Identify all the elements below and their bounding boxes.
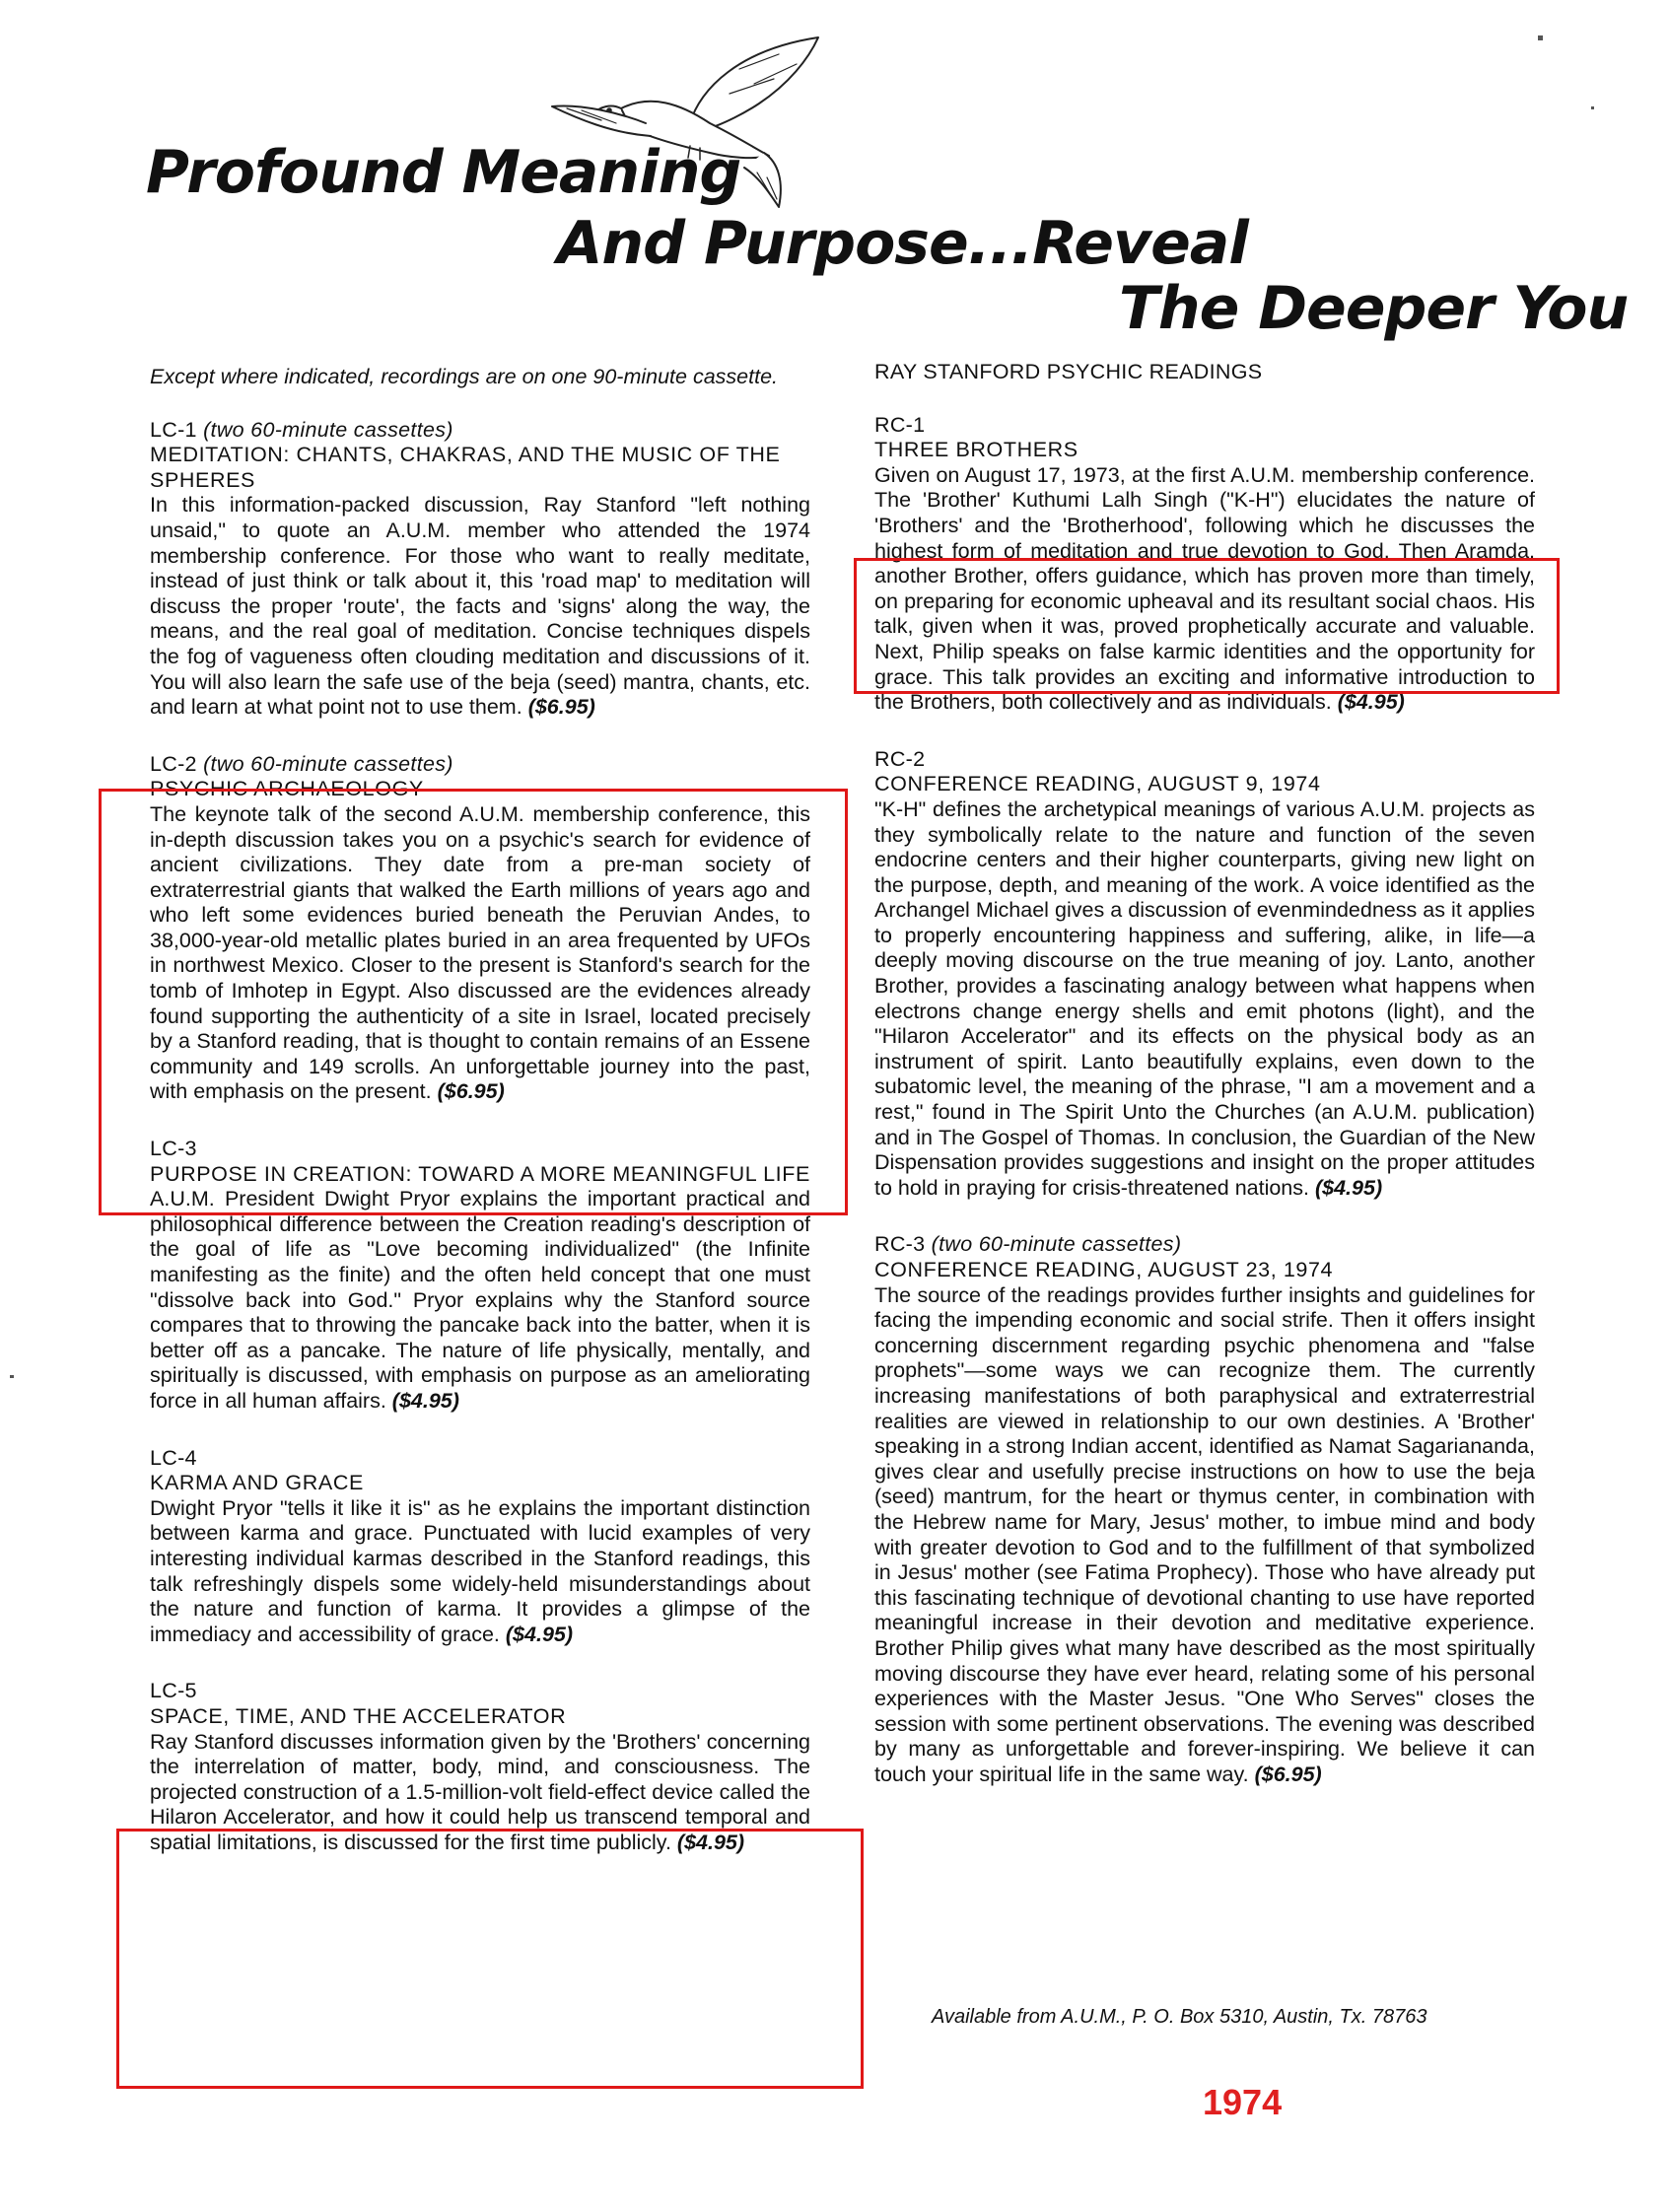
year-annotation: 1974	[1203, 2082, 1283, 2122]
scan-speck	[1538, 35, 1543, 40]
entry-description-block	[150, 493, 810, 720]
entry-price: ($6.95)	[527, 695, 595, 720]
entry-price: ($4.95)	[391, 1388, 459, 1413]
title-line-3: The Deeper You	[1119, 274, 1629, 343]
entry-code-line	[150, 1446, 810, 1472]
entry-code: RC-2	[874, 746, 926, 771]
scan-speck	[1591, 106, 1594, 109]
entry-description-block	[874, 797, 1535, 1202]
entry-title: CONFERENCE READING, AUGUST 9, 1974	[874, 772, 1321, 796]
catalog-entry-lc-4	[150, 1446, 810, 1648]
entry-code-line	[150, 752, 810, 778]
entry-code: RC-3	[874, 1232, 926, 1257]
entry-title: KARMA AND GRACE	[150, 1471, 364, 1495]
entry-description-block	[150, 1496, 810, 1648]
entry-price: ($4.95)	[676, 1830, 745, 1854]
entry-description-block	[150, 1187, 810, 1414]
entry-title: THREE BROTHERS	[874, 438, 1079, 462]
entry-code-line	[150, 1679, 810, 1704]
intro-note: Except where indicated, recordings are on one 90-minute cassette.	[150, 365, 779, 388]
highlight-box-rc1	[854, 558, 1560, 694]
entry-code-line	[150, 418, 810, 444]
entry-price: ($4.95)	[1314, 1175, 1383, 1200]
catalog-entry-lc-1	[150, 418, 810, 721]
entry-title: MEDITATION: CHANTS, CHAKRAS, AND THE MUSIC OF THE SPHERES	[150, 443, 781, 492]
entry-description: "K-H" defines the archetypical meanings of various A.U.M. projects as they symbolically relate to the nature and function of the seven endocrine centers and their higher counterparts, giving new light on the purpose, depth, and meaning of the work. A voice identified as the Archangel Michael gives a discussion of evenmindedness as it applies to properly encountering happiness and suffering, alike, in life—a deeply moving discourse on the true meaning of joy. Lanto, another Brother, provides a fascinating analogy between what happens when electrons change energy shells and emit photons (light), and the "Hilaron Accelerator" and its effects on the physical body as an instrument of spirit. Lanto beautifully explains, even down to the subatomic level, the meaning of the phrase, "I am a movement and a rest," found in The Spirit Unto the Churches (an A.U.M. publication) and in The Gospel of Thomas. In conclusion, the Guardian of the New Dispensation provides suggestions and insight on the proper attitudes to hold in praying for crisis-threatened nations.	[874, 796, 1535, 1200]
entry-title: PURPOSE IN CREATION: TOWARD A MORE MEANINGFUL LIFE	[150, 1161, 810, 1186]
entry-code-line	[874, 1232, 1535, 1258]
entry-description: Ray Stanford discusses information given by the 'Brothers' concerning the interrelation of matter, body, mind, and consciousness. The projected construction of a 1.5-million-volt field-effect device called the Hilaron Accelerator, and how it could help us transcend temporal and spatial limitations, is discussed for the first time publicly.	[150, 1729, 810, 1854]
entry-description-block	[874, 1283, 1535, 1788]
scan-speck	[10, 1375, 14, 1378]
highlight-box-lc2	[99, 789, 848, 1215]
entry-description: The keynote talk of the second A.U.M. membership conference, this in-depth discussion takes you on a psychic's search for evidence of ancient civilizations. They date from a pre-man society of extraterrestrial giants that walked the Earth millions of years ago and who left some evidences buried beneath the Peruvian Andes, to 38,000-year-old metallic plates buried in an area frequented by UFOs in northwest Mexico. Closer to the present is Stanford's search for the tomb of Imhotep in Egypt. Also discussed are the evidences already found supporting the authenticity of a site in Israel, located precisely by a Stanford reading, that is thought to contain remains of an Essene community and 149 scrolls. An unforgettable journey into the past, with emphasis on the present.	[150, 801, 810, 1104]
entry-price: ($4.95)	[505, 1622, 574, 1646]
entry-code-line	[874, 747, 1535, 773]
entry-code: LC-1	[150, 417, 197, 442]
availability-footer: Available from A.U.M., P. O. Box 5310, Austin, Tx. 78763	[932, 2006, 1427, 2028]
entry-code: RC-1	[874, 412, 926, 437]
highlight-box-lc5	[116, 1829, 864, 2089]
entry-code: LC-2	[150, 751, 197, 776]
entry-price: ($6.95)	[437, 1079, 505, 1104]
catalog-entry-rc-3	[874, 1232, 1535, 1787]
title-line-2: And Purpose...Reveal	[557, 209, 1248, 278]
title-line-1: Profound Meaning	[146, 138, 741, 207]
entry-code: LC-4	[150, 1445, 197, 1470]
section-header: RAY STANFORD PSYCHIC READINGS	[874, 360, 1263, 383]
entry-note: (two 60-minute cassettes)	[203, 751, 453, 776]
entry-title: SPACE, TIME, AND THE ACCELERATOR	[150, 1703, 567, 1728]
entry-description: Dwight Pryor "tells it like it is" as he explains the important distinction between karma and grace. Punctuated with lucid examples of very interesting individual karmas described in the Stanford readings, this talk refreshingly dispels some widely-held misunderstandings about the nature and function of karma. It provides a glimpse of the immediacy and accessibility of grace.	[150, 1495, 810, 1646]
entry-code: LC-5	[150, 1679, 197, 1703]
entry-note: (two 60-minute cassettes)	[931, 1232, 1182, 1257]
entry-description: A.U.M. President Dwight Pryor explains the important practical and philosophical difference between the Creation reading's description of the goal of life as "Love becoming individualized" (the Infinite manifesting as the finite) and the often held concept that one must "dissolve back into God." Pryor explains why the Stanford source compares that to throwing the pancake back into the batter, when it is better off as a pancake. The nature of life physically, mentally, and spiritually is discussed, with emphasis on purpose as an ameliorating force in all human affairs.	[150, 1187, 810, 1413]
entry-title: CONFERENCE READING, AUGUST 23, 1974	[874, 1258, 1334, 1281]
entry-note: (two 60-minute cassettes)	[203, 417, 453, 442]
entry-price: ($6.95)	[1254, 1762, 1322, 1786]
entry-code: LC-3	[150, 1137, 197, 1161]
entry-description: Given on August 17, 1973, at the first A.U.M. membership conference. The 'Brother' Kuthumi Lalh Singh ("K-H") elucidates the nature of 'Brothers' and the 'Brotherhood', following which he discusses the highest form of meditation and true devotion to God. Then Aramda, another Brother, offers guidance, which has proven more than timely, on preparing for economic upheaval and its resultant social chaos. His talk, given when it was, proved prophetically accurate and valuable. Next, Philip speaks on false karmic identities and the opportunity for grace. This talk provides an exciting and informative introduction to the Brothers, both collectively and as individuals.	[874, 462, 1535, 715]
catalog-entry-rc-2	[874, 747, 1535, 1202]
entry-price: ($4.95)	[1337, 690, 1405, 715]
entry-title: PSYCHIC ARCHAEOLOGY	[150, 777, 424, 801]
entry-description: In this information-packed discussion, Ray Stanford "left nothing unsaid," to quote an A.U.M. member who attended the 1974 membership conference. For those who want to really meditate, instead of just think or talk about it, this 'road map' to meditation will discuss the proper 'route', the facts and 'signs' along the way, the means, and the real goal of meditation. Concise techniques dispels the fog of vagueness often clouding meditation and discussions of it. You will also learn the safe use of the beja (seed) mantra, chants, etc. and learn at what point not to use them.	[150, 493, 810, 720]
entry-description: The source of the readings provides further insights and guidelines for facing the impending economic and social strife. Then it offers insight concerning discernment regarding psychic phenomena and "false prophets"—some ways we can recognize them. The currently increasing manifestations of both paraphysical and extraterrestrial realities are viewed in relationship to our own destinies. A 'Brother' speaking in a strong Indian accent, identified as Namat Sagariananda, gives clear and usefully precise instructions on how to use the beja (seed) mantrum, for the heart or thymus center, in combination with the Hebrew name for Mary, Jesus' mother, to imbue mind and body with greater devotion to God and to the fulfillment of that symbolized in Jesus' mother (see Fatima Prophecy). Those who have already put this fascinating technique of devotional chanting to use have reported meaningful increase in their devotion and meditative experience. Brother Philip gives what many have described as the most spiritually moving discourse they have ever heard, relating some of his personal experiences with the Master Jesus. "One Who Serves" closes the session with some pertinent observations. The evening was described by many as unforgettable and forever-inspiring. We believe it can touch your spiritual life in the same way.	[874, 1282, 1535, 1786]
entry-code-line	[874, 413, 1535, 439]
